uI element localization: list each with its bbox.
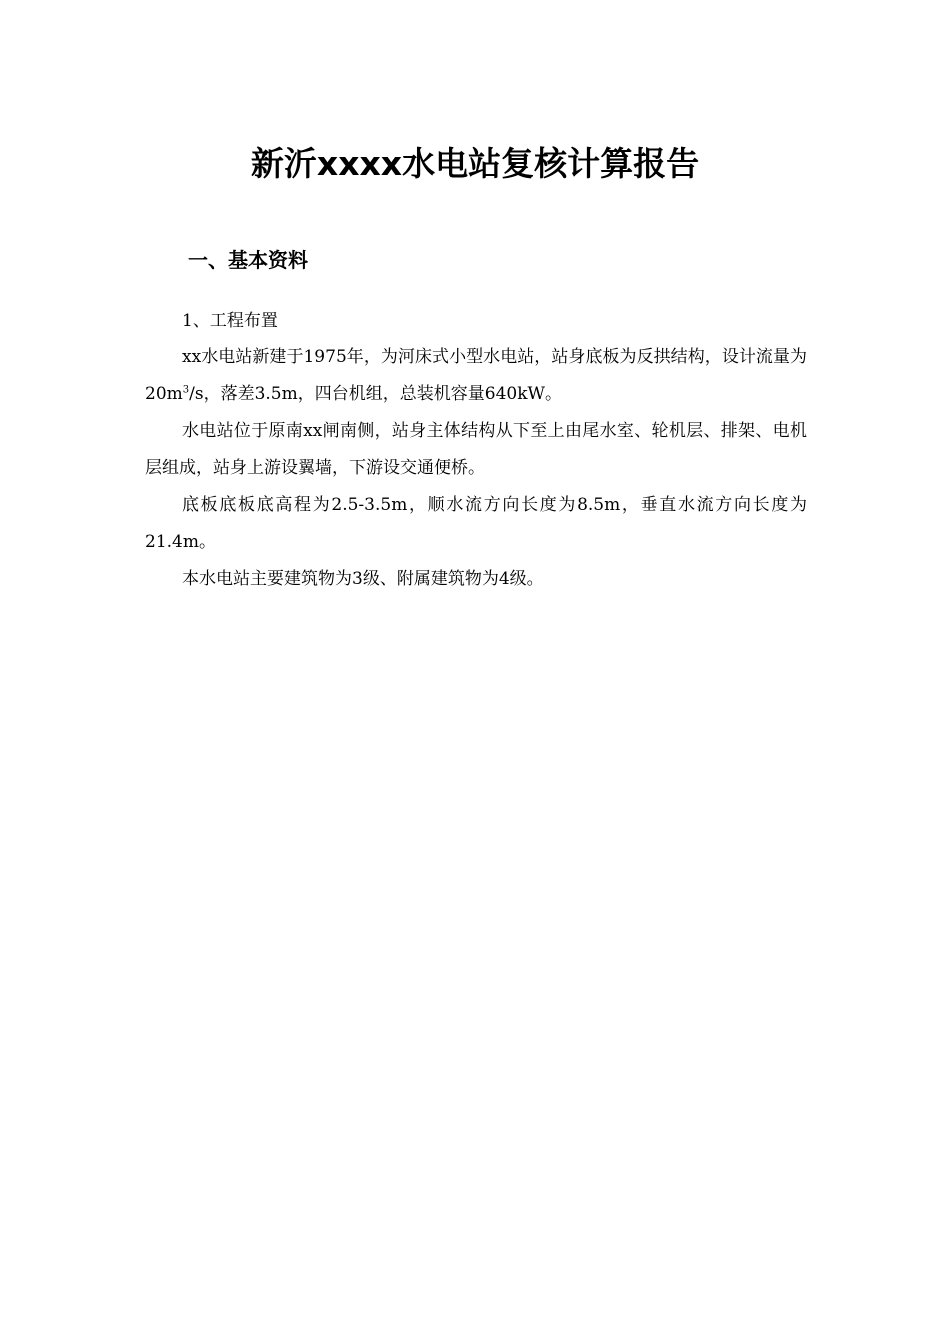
section-heading-basic-info: 一、基本资料: [188, 248, 308, 272]
document-title: 新沂xxxx水电站复核计算报告: [250, 144, 700, 183]
paragraph-building-grade: 本水电站主要建筑物为3级、附属建筑物为4级。: [182, 569, 544, 589]
cubic-superscript: 3: [182, 384, 190, 396]
paragraph-station-overview: [145, 339, 807, 413]
paragraph-station-overview-text-a: xx水电站新建于1975年，为河床式小型水电站，站身底板为反拱结构，设计流量为20m: [145, 347, 807, 404]
subsection-heading-project-layout: 1、工程布置: [182, 311, 278, 331]
paragraph-station-overview-text-b: /s，落差3.5m，四台机组，总装机容量640kW。: [189, 384, 562, 404]
paragraph-base-dimensions: 底板底板底高程为2.5-3.5m，顺水流方向长度为8.5m，垂直水流方向长度为21.4m。: [145, 495, 807, 552]
paragraph-station-location: 水电站位于原南xx闸南侧，站身主体结构从下至上由尾水室、轮机层、排架、电机层组成，站身上游设翼墙，下游设交通便桥。: [145, 421, 807, 478]
